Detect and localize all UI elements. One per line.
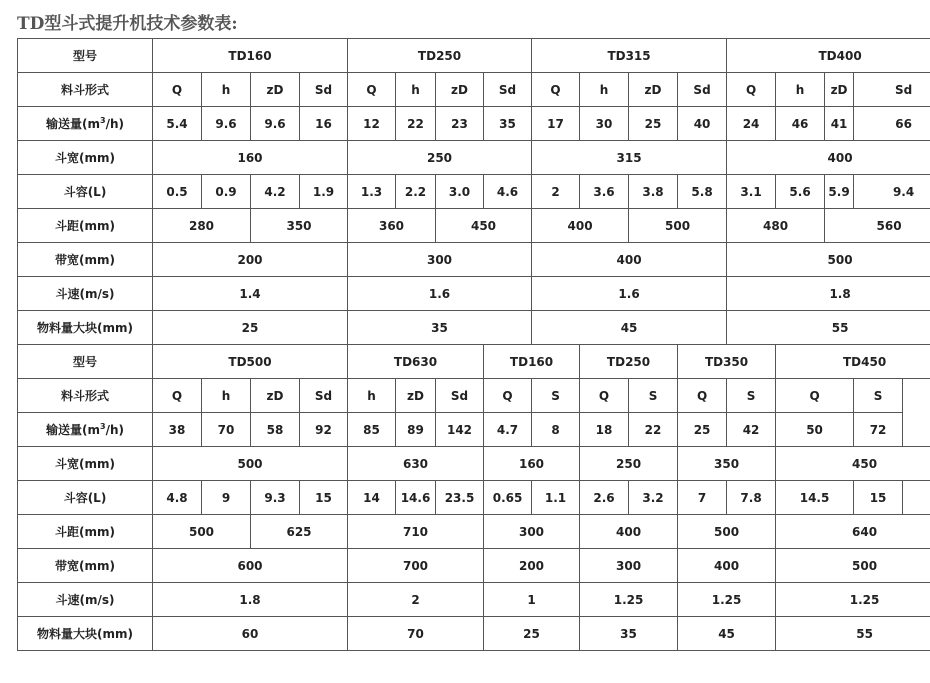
t1-type: Q xyxy=(348,73,396,107)
t2-model: TD630 xyxy=(348,345,484,379)
t2-capacity: 72 xyxy=(854,413,903,447)
t1-belt-width: 200 xyxy=(153,243,348,277)
t2-belt-width: 300 xyxy=(580,549,678,583)
t2-belt-width: 600 xyxy=(153,549,348,583)
t1-volume: 1.9 xyxy=(300,175,348,209)
t1-capacity: 46 xyxy=(776,107,825,141)
t2-type: S xyxy=(854,379,903,413)
t1-volume: 3.6 xyxy=(580,175,629,209)
t2-capacity: 92 xyxy=(300,413,348,447)
row-label-speed: 斗速(m/s) xyxy=(18,583,153,617)
t2-volume: 23.5 xyxy=(436,481,484,515)
t1-capacity: 66 xyxy=(854,107,930,141)
t2-belt-width-row xyxy=(18,549,930,583)
t2-capacity: 42 xyxy=(727,413,776,447)
t1-pitch: 400 xyxy=(532,209,629,243)
t1-type: Q xyxy=(727,73,776,107)
t1-capacity: 24 xyxy=(727,107,776,141)
t2-type: S xyxy=(532,379,580,413)
t2-max-lump: 55 xyxy=(776,617,930,651)
t2-type: h xyxy=(202,379,251,413)
t1-type: zD xyxy=(251,73,300,107)
t2-max-lump: 35 xyxy=(580,617,678,651)
t1-bucket-width-row xyxy=(18,141,930,175)
t2-type: Sd xyxy=(436,379,484,413)
capacity-label-post: /h) xyxy=(105,117,124,131)
t1-capacity: 30 xyxy=(580,107,629,141)
t2-bucket-width: 500 xyxy=(153,447,348,481)
row-label-model: 型号 xyxy=(18,39,153,73)
t2-speed: 1.25 xyxy=(678,583,776,617)
t2-speed: 1 xyxy=(484,583,580,617)
t1-volume: 4.6 xyxy=(484,175,532,209)
t1-belt-width: 500 xyxy=(727,243,930,277)
t2-bucket-width: 250 xyxy=(580,447,678,481)
row-label-bucket-type: 料斗形式 xyxy=(18,73,153,107)
row-label-bucket-pitch: 斗距(mm) xyxy=(18,515,153,549)
t2-volume: 2.6 xyxy=(580,481,629,515)
row-label-capacity xyxy=(18,107,153,141)
t2-capacity-row xyxy=(18,413,930,447)
t2-pitch: 625 xyxy=(251,515,348,549)
t2-pitch: 500 xyxy=(678,515,776,549)
t1-speed-row xyxy=(18,277,930,311)
t2-model: TD160 xyxy=(484,345,580,379)
t2-max-lump: 25 xyxy=(484,617,580,651)
t1-bucket-width: 400 xyxy=(727,141,930,175)
row-label-bucket-pitch: 斗距(mm) xyxy=(18,209,153,243)
t2-capacity: 25 xyxy=(678,413,727,447)
t2-belt-width: 500 xyxy=(776,549,930,583)
t2-bucket-width: 630 xyxy=(348,447,484,481)
t1-bucket-width: 315 xyxy=(532,141,727,175)
t1-belt-width: 300 xyxy=(348,243,532,277)
t2-type: h xyxy=(348,379,396,413)
t1-max-lump: 35 xyxy=(348,311,532,345)
t1-type: Sd xyxy=(300,73,348,107)
t2-type: Q xyxy=(484,379,532,413)
t1-max-lump-row xyxy=(18,311,930,345)
row-label-bucket-type: 料斗形式 xyxy=(18,379,153,413)
t2-capacity: 8 xyxy=(532,413,580,447)
t2-bucket-width: 450 xyxy=(776,447,930,481)
t2-volume: 9 xyxy=(202,481,251,515)
t1-volume: 3.0 xyxy=(436,175,484,209)
t1-capacity: 9.6 xyxy=(251,107,300,141)
t2-pitch: 640 xyxy=(776,515,930,549)
t2-type: S xyxy=(629,379,678,413)
t1-capacity: 16 xyxy=(300,107,348,141)
t2-bucket-type-row xyxy=(18,379,930,413)
t2-belt-width: 700 xyxy=(348,549,484,583)
t1-type: Q xyxy=(532,73,580,107)
t2-bucket-width: 350 xyxy=(678,447,776,481)
spec-table xyxy=(17,38,930,651)
t2-type: Q xyxy=(678,379,727,413)
t1-model: TD400 xyxy=(727,39,930,73)
t2-volume: 14 xyxy=(348,481,396,515)
t1-belt-width: 400 xyxy=(532,243,727,277)
t2-volume: 4.8 xyxy=(153,481,202,515)
t1-model: TD160 xyxy=(153,39,348,73)
row-label-belt-width: 带宽(mm) xyxy=(18,243,153,277)
t2-belt-width: 200 xyxy=(484,549,580,583)
t2-volume: 14.5 xyxy=(776,481,854,515)
t1-pitch: 480 xyxy=(727,209,825,243)
t1-volume: 2.2 xyxy=(396,175,436,209)
t2-volume: 14.6 xyxy=(396,481,436,515)
row-label-max-lump: 物料量大块(mm) xyxy=(18,617,153,651)
t2-model: TD250 xyxy=(580,345,678,379)
t2-capacity: 4.7 xyxy=(484,413,532,447)
row-label-capacity xyxy=(18,413,153,447)
t1-model-row xyxy=(18,39,930,73)
t2-capacity: 70 xyxy=(202,413,251,447)
t1-volume: 5.9 xyxy=(825,175,854,209)
t2-capacity: 38 xyxy=(153,413,202,447)
t1-pitch: 280 xyxy=(153,209,251,243)
t1-max-lump: 55 xyxy=(727,311,930,345)
t1-capacity: 17 xyxy=(532,107,580,141)
t2-belt-width: 400 xyxy=(678,549,776,583)
row-label-bucket-width: 斗宽(mm) xyxy=(18,447,153,481)
row-label-bucket-width: 斗宽(mm) xyxy=(18,141,153,175)
t2-capacity: 18 xyxy=(580,413,629,447)
t2-pitch: 400 xyxy=(580,515,678,549)
t1-type: zD xyxy=(825,73,854,107)
t2-speed: 1.25 xyxy=(580,583,678,617)
t1-speed: 1.4 xyxy=(153,277,348,311)
t2-volume: 7.8 xyxy=(727,481,776,515)
t1-type: Q xyxy=(153,73,202,107)
t1-type: h xyxy=(776,73,825,107)
t1-type: Sd xyxy=(678,73,727,107)
t1-capacity: 40 xyxy=(678,107,727,141)
t2-bucket-volume-row xyxy=(18,481,930,515)
t2-pitch: 710 xyxy=(348,515,484,549)
t2-type: Q xyxy=(776,379,854,413)
t1-volume: 5.6 xyxy=(776,175,825,209)
t2-volume: 15 xyxy=(854,481,903,515)
t2-capacity: 85 xyxy=(348,413,396,447)
t1-speed: 1.6 xyxy=(348,277,532,311)
t1-pitch: 500 xyxy=(629,209,727,243)
t1-speed: 1.8 xyxy=(727,277,930,311)
t1-pitch: 560 xyxy=(825,209,930,243)
t1-pitch: 360 xyxy=(348,209,436,243)
t2-speed: 1.25 xyxy=(776,583,930,617)
t1-bucket-width: 160 xyxy=(153,141,348,175)
t1-type: h xyxy=(580,73,629,107)
t1-type: Sd xyxy=(854,73,930,107)
capacity-label-sup: 3 xyxy=(100,116,106,125)
t1-bucket-width: 250 xyxy=(348,141,532,175)
t1-volume: 3.1 xyxy=(727,175,776,209)
t2-type: Sd xyxy=(300,379,348,413)
t2-max-lump: 70 xyxy=(348,617,484,651)
t1-pitch: 350 xyxy=(251,209,348,243)
t1-volume: 0.5 xyxy=(153,175,202,209)
capacity-label-sup: 3 xyxy=(100,422,106,431)
t1-capacity: 9.6 xyxy=(202,107,251,141)
t2-bucket-pitch-row xyxy=(18,515,930,549)
page-title: TD型斗式提升机技术参数表: xyxy=(17,14,238,34)
t1-capacity: 41 xyxy=(825,107,854,141)
t1-max-lump: 45 xyxy=(532,311,727,345)
t1-type: h xyxy=(202,73,251,107)
row-label-bucket-volume: 斗容(L) xyxy=(18,175,153,209)
t1-volume: 1.3 xyxy=(348,175,396,209)
t2-type: Q xyxy=(153,379,202,413)
t1-type: Sd xyxy=(484,73,532,107)
t1-pitch: 450 xyxy=(436,209,532,243)
t1-volume: 0.9 xyxy=(202,175,251,209)
t2-type: zD xyxy=(251,379,300,413)
row-label-belt-width: 带宽(mm) xyxy=(18,549,153,583)
t1-type: zD xyxy=(629,73,678,107)
t1-volume: 9.4 xyxy=(854,175,930,209)
t2-capacity: 58 xyxy=(251,413,300,447)
t1-capacity: 23 xyxy=(436,107,484,141)
t1-type: h xyxy=(396,73,436,107)
t2-max-lump-row xyxy=(18,617,930,651)
t1-type: zD xyxy=(436,73,484,107)
row-label-max-lump: 物料量大块(mm) xyxy=(18,311,153,345)
t2-volume: 9.3 xyxy=(251,481,300,515)
t1-capacity: 35 xyxy=(484,107,532,141)
t2-pitch: 500 xyxy=(153,515,251,549)
t1-capacity-row xyxy=(18,107,930,141)
t1-model: TD250 xyxy=(348,39,532,73)
t2-bucket-width-row xyxy=(18,447,930,481)
t2-speed-row xyxy=(18,583,930,617)
t2-max-lump: 60 xyxy=(153,617,348,651)
t2-type: Q xyxy=(580,379,629,413)
t2-volume: 1.1 xyxy=(532,481,580,515)
t1-bucket-type-row xyxy=(18,73,930,107)
t1-model: TD315 xyxy=(532,39,727,73)
capacity-label-pre: 输送量(m xyxy=(46,423,100,437)
t2-bucket-width: 160 xyxy=(484,447,580,481)
t1-volume: 2 xyxy=(532,175,580,209)
t1-max-lump: 25 xyxy=(153,311,348,345)
t1-volume: 3.8 xyxy=(629,175,678,209)
t2-capacity: 142 xyxy=(436,413,484,447)
capacity-label-pre: 输送量(m xyxy=(46,117,100,131)
t2-model: TD350 xyxy=(678,345,776,379)
t1-bucket-volume-row xyxy=(18,175,930,209)
t1-speed: 1.6 xyxy=(532,277,727,311)
t2-volume: 7 xyxy=(678,481,727,515)
t2-capacity: 50 xyxy=(776,413,854,447)
t1-volume: 4.2 xyxy=(251,175,300,209)
row-label-model: 型号 xyxy=(18,345,153,379)
t2-model: TD450 xyxy=(776,345,930,379)
t2-speed: 2 xyxy=(348,583,484,617)
capacity-label-post: /h) xyxy=(105,423,124,437)
t1-bucket-pitch-row xyxy=(18,209,930,243)
t1-belt-width-row xyxy=(18,243,930,277)
row-label-bucket-volume: 斗容(L) xyxy=(18,481,153,515)
t2-capacity: 22 xyxy=(629,413,678,447)
t2-type: zD xyxy=(396,379,436,413)
t2-volume: 3.2 xyxy=(629,481,678,515)
t1-capacity: 12 xyxy=(348,107,396,141)
t2-pitch: 300 xyxy=(484,515,580,549)
t2-speed: 1.8 xyxy=(153,583,348,617)
t2-model: TD500 xyxy=(153,345,348,379)
t1-capacity: 22 xyxy=(396,107,436,141)
t2-volume: 15 xyxy=(300,481,348,515)
t2-max-lump: 45 xyxy=(678,617,776,651)
t2-model-row xyxy=(18,345,930,379)
t1-volume: 5.8 xyxy=(678,175,727,209)
t2-volume: 0.65 xyxy=(484,481,532,515)
t1-capacity: 25 xyxy=(629,107,678,141)
t2-type: S xyxy=(727,379,776,413)
t2-capacity: 89 xyxy=(396,413,436,447)
t1-capacity: 5.4 xyxy=(153,107,202,141)
row-label-speed: 斗速(m/s) xyxy=(18,277,153,311)
